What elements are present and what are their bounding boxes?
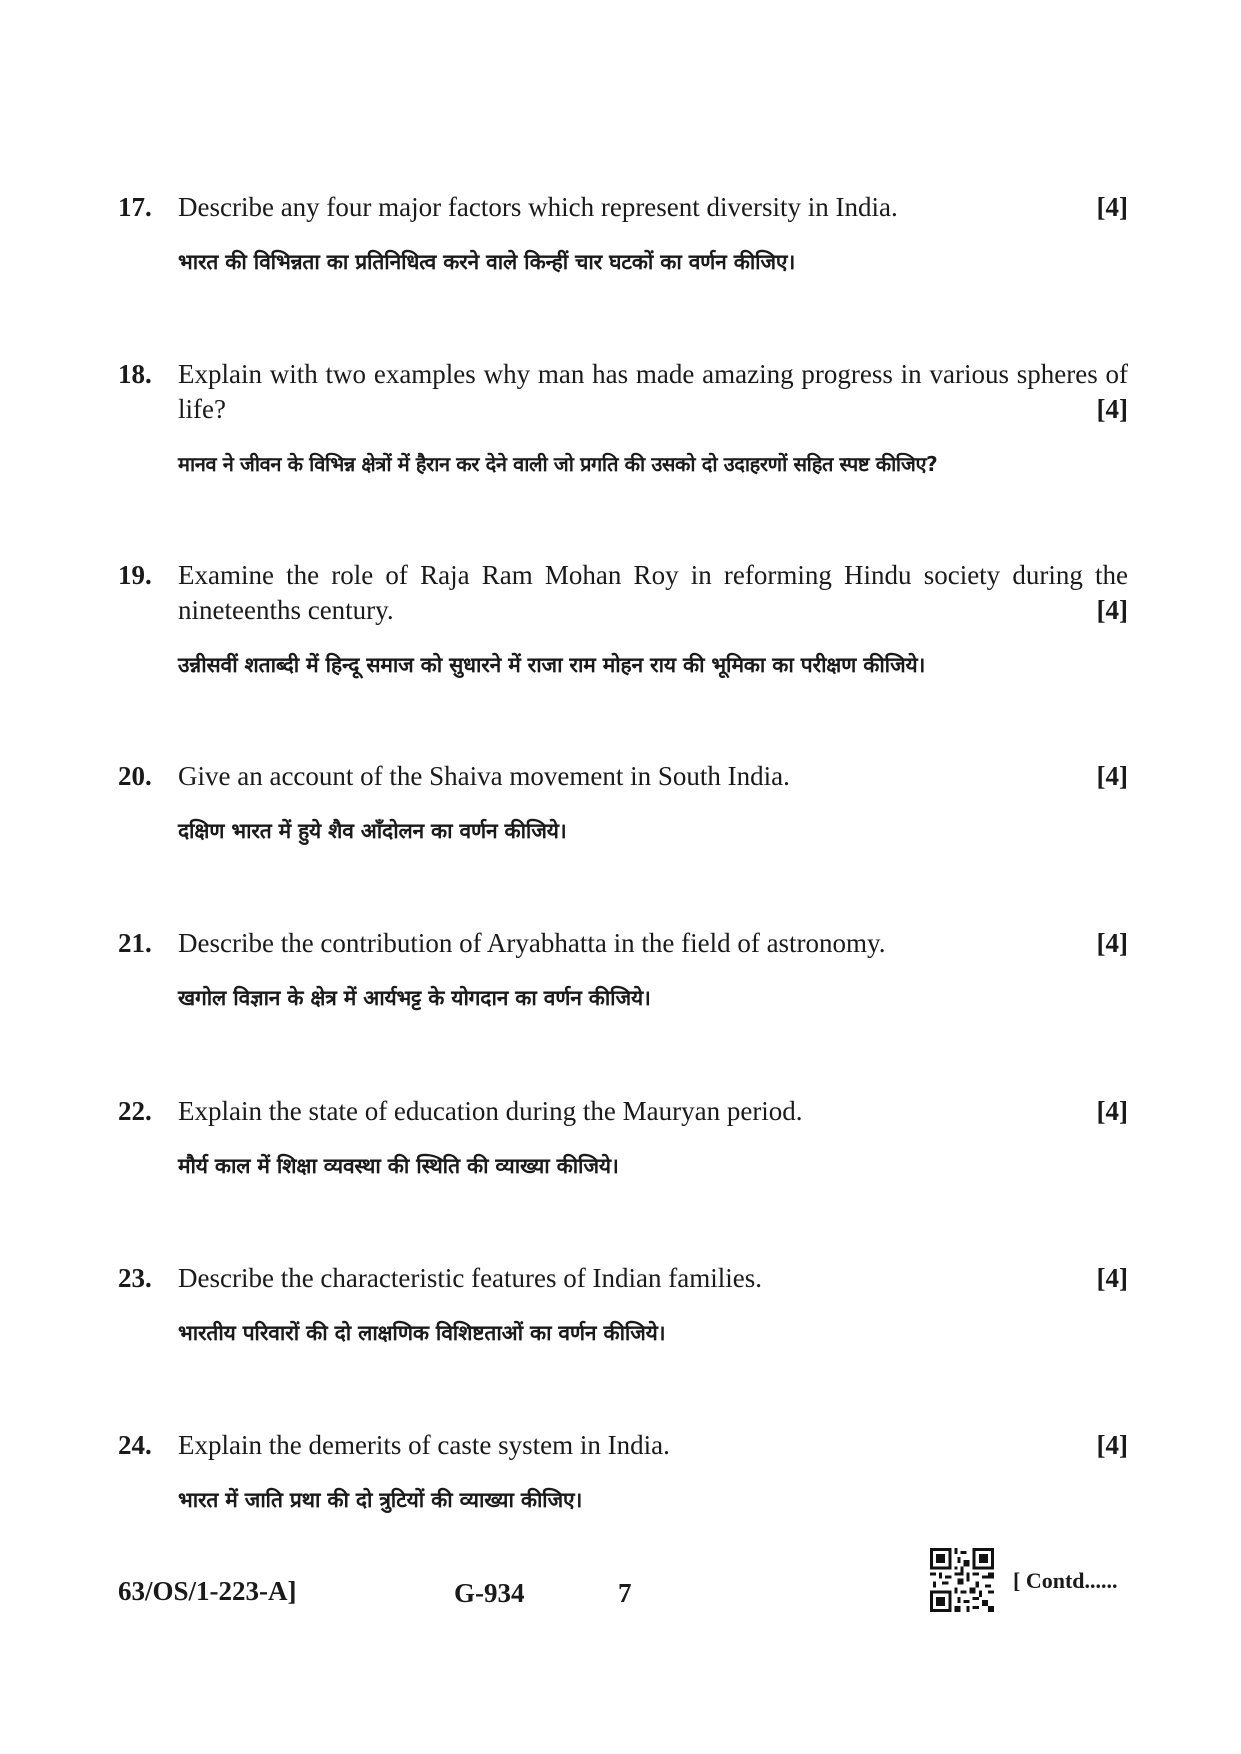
question-text-english: Explain the state of education during the Mauryan period. (178, 1096, 803, 1126)
question-21 (118, 926, 1128, 1013)
question-number: 23. (118, 1263, 152, 1293)
qr-code-icon (930, 1548, 994, 1612)
question-text-english (178, 558, 1128, 628)
page-footer (118, 1548, 1128, 1608)
question-text-hindi: भारत में जाति प्रथा की दो त्रुटियों की व्याख्या कीजिए। (178, 1488, 583, 1512)
question-text-hindi: मौर्य काल में शिक्षा व्यवस्था की स्थिति की व्याख्या कीजिये। (178, 1154, 619, 1178)
question-marks: [4] (1096, 1096, 1128, 1126)
question-number: 18. (118, 359, 152, 389)
question-23 (118, 1261, 1128, 1348)
question-text-english: Explain the demerits of caste system in India. (178, 1430, 670, 1460)
question-text-hindi: दक्षिण भारत में हुये शैव आँदोलन का वर्णन कीजिये। (178, 819, 567, 843)
question-22 (118, 1094, 1128, 1181)
question-text-hindi: भारत की विभिन्नता का प्रतिनिधित्व करने वाले किन्हीं चार घटकों का वर्णन कीजिए। (178, 250, 796, 274)
question-17 (118, 190, 1128, 277)
paper-code: 63/OS/1-223-A] (118, 1576, 297, 1606)
question-18 (118, 357, 1128, 479)
question-number: 19. (118, 560, 152, 590)
question-number: 17. (118, 192, 152, 222)
g-code: G-934 (454, 1578, 525, 1608)
question-text-hindi: मानव ने जीवन के विभिन्न क्षेत्रों में हैरान कर देने वाली जो प्रगति की उसको दो उदाहरणों सहित स्पष्ट कीजिए? (178, 452, 938, 476)
page-number: 7 (618, 1578, 632, 1608)
question-marks: [4] (1096, 1430, 1128, 1460)
question-text-hindi: भारतीय परिवारों की दो लाक्षणिक विशिष्टताओं का वर्णन कीजिये। (178, 1321, 666, 1345)
question-text-english: Describe any four major factors which represent diversity in India. (178, 192, 898, 222)
question-text-english: Describe the contribution of Aryabhatta in the field of astronomy. (178, 928, 886, 958)
question-20 (118, 759, 1128, 846)
question-text-english: Give an account of the Shaiva movement in South India. (178, 761, 790, 791)
question-number: 20. (118, 761, 152, 791)
question-text-hindi: खगोल विज्ञान के क्षेत्र में आर्यभट्ट के योगदान का वर्णन कीजिये। (178, 986, 651, 1010)
question-number: 22. (118, 1096, 152, 1126)
question-19 (118, 558, 1128, 680)
question-marks: [4] (1096, 761, 1128, 791)
question-text-english-content: Examine the role of Raja Ram Mohan Roy in reforming Hindu society during the nineteenths century. (178, 560, 1128, 625)
question-text-english-content: Explain with two examples why man has made amazing progress in various spheres of life? (178, 359, 1128, 424)
question-marks: [4] (1096, 394, 1128, 424)
question-marks: [4] (1096, 1263, 1128, 1293)
question-text-hindi: उन्नीसवीं शताब्दी में हिन्दू समाज को सुधारने में राजा राम मोहन राय की भूमिका का परीक्षण कीजिये। (178, 653, 926, 677)
question-number: 21. (118, 928, 152, 958)
question-marks: [4] (1096, 595, 1128, 625)
question-marks: [4] (1096, 928, 1128, 958)
question-text-english: Describe the characteristic features of Indian families. (178, 1263, 762, 1293)
continued-label: [ Contd...... (1013, 1568, 1118, 1593)
question-marks: [4] (1096, 192, 1128, 222)
question-text-english (178, 357, 1128, 427)
question-24 (118, 1428, 1128, 1515)
question-number: 24. (118, 1430, 152, 1460)
